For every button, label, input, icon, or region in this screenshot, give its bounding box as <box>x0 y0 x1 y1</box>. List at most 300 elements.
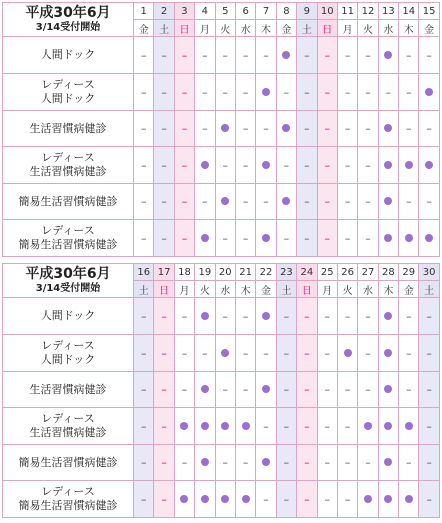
unavailable-dash: – <box>140 48 147 62</box>
slot-unavailable <box>256 408 276 445</box>
available-dot-icon <box>282 51 290 59</box>
course-name <box>3 111 134 147</box>
slot-unavailable <box>195 111 215 147</box>
slot-available[interactable] <box>378 184 398 220</box>
slot-unavailable <box>134 184 154 220</box>
slot-unavailable <box>358 111 378 147</box>
reception-start: 3/14受付開始 <box>35 22 101 33</box>
unavailable-dash: – <box>324 346 330 360</box>
unavailable-dash: – <box>365 158 371 172</box>
day-number: 30 <box>419 264 439 281</box>
slot-unavailable <box>235 111 255 147</box>
slot-unavailable <box>276 298 296 335</box>
slot-unavailable <box>134 335 154 372</box>
slot-unavailable <box>154 220 174 257</box>
unavailable-dash: – <box>242 48 249 62</box>
course-row <box>3 220 440 257</box>
unavailable-dash: – <box>161 158 167 172</box>
slot-available[interactable] <box>276 184 296 220</box>
slot-unavailable <box>297 184 317 220</box>
course-name <box>3 372 134 408</box>
slot-unavailable <box>235 37 255 74</box>
slot-available[interactable] <box>195 445 215 481</box>
unavailable-dash: – <box>324 492 330 506</box>
slot-unavailable <box>419 335 439 372</box>
unavailable-dash: – <box>324 309 330 323</box>
slot-unavailable <box>399 74 419 111</box>
unavailable-dash: – <box>140 195 147 208</box>
unavailable-dash: – <box>344 158 351 172</box>
slot-available[interactable] <box>399 220 419 257</box>
slot-unavailable <box>297 481 317 518</box>
unavailable-dash: – <box>344 383 351 396</box>
course-name-line: 人間ドック <box>40 48 96 61</box>
slot-unavailable <box>174 184 194 220</box>
slot-available[interactable] <box>358 481 378 518</box>
slot-available[interactable] <box>256 74 276 111</box>
slot-unavailable <box>358 298 378 335</box>
available-dot-icon <box>221 349 229 357</box>
slot-unavailable <box>235 335 255 372</box>
slot-unavailable <box>276 220 296 257</box>
day-number: 17 <box>154 264 174 281</box>
slot-unavailable <box>337 147 357 184</box>
slot-available[interactable] <box>256 298 276 335</box>
slot-unavailable <box>419 184 439 220</box>
slot-unavailable <box>337 184 357 220</box>
unavailable-dash: – <box>344 309 351 323</box>
slot-unavailable <box>235 220 255 257</box>
unavailable-dash: – <box>140 158 147 172</box>
course-name <box>3 481 134 518</box>
slot-available[interactable] <box>215 184 235 220</box>
slot-unavailable <box>215 147 235 184</box>
slot-unavailable <box>154 372 174 408</box>
slot-available[interactable] <box>276 111 296 147</box>
course-row <box>3 184 440 220</box>
unavailable-dash: – <box>324 122 330 135</box>
slot-available[interactable] <box>378 408 398 445</box>
slot-unavailable <box>378 74 398 111</box>
unavailable-dash: – <box>242 383 249 396</box>
unavailable-dash: – <box>283 456 290 469</box>
slot-unavailable <box>154 37 174 74</box>
slot-available[interactable] <box>256 372 276 408</box>
unavailable-dash: – <box>263 419 269 433</box>
available-dot-icon <box>262 312 270 320</box>
course-row <box>3 481 440 518</box>
day-number: 24 <box>297 264 317 281</box>
available-dot-icon <box>364 495 372 503</box>
slot-unavailable <box>297 335 317 372</box>
available-dot-icon <box>384 385 392 393</box>
course-row <box>3 445 440 481</box>
slot-unavailable <box>317 335 337 372</box>
slot-available[interactable] <box>378 220 398 257</box>
day-number: 20 <box>215 264 235 281</box>
unavailable-dash: – <box>242 231 249 245</box>
slot-unavailable <box>399 372 419 408</box>
unavailable-dash: – <box>222 85 228 99</box>
unavailable-dash: – <box>263 122 269 135</box>
slot-available[interactable] <box>419 147 439 184</box>
available-dot-icon <box>384 458 392 466</box>
month-header <box>3 264 134 298</box>
slot-unavailable <box>276 408 296 445</box>
course-name-line: 生活習慣病健診 <box>29 165 107 178</box>
unavailable-dash: – <box>365 48 371 62</box>
slot-unavailable <box>215 445 235 481</box>
slot-unavailable <box>419 298 439 335</box>
unavailable-dash: – <box>181 48 188 62</box>
course-row <box>3 298 440 335</box>
unavailable-dash: – <box>365 85 371 99</box>
slot-unavailable <box>276 445 296 481</box>
course-row <box>3 37 440 74</box>
course-name-line: レディース <box>41 412 95 425</box>
slot-unavailable <box>154 147 174 184</box>
slot-unavailable <box>215 220 235 257</box>
available-dot-icon <box>384 495 392 503</box>
slot-unavailable <box>276 335 296 372</box>
slot-available[interactable] <box>378 335 398 372</box>
available-dot-icon <box>282 124 290 132</box>
day-number: 16 <box>134 264 154 281</box>
day-number: 22 <box>256 264 276 281</box>
slot-unavailable <box>399 111 419 147</box>
unavailable-dash: – <box>344 85 351 99</box>
unavailable-dash: – <box>181 383 188 396</box>
slot-unavailable <box>174 37 194 74</box>
unavailable-dash: – <box>181 122 188 135</box>
day-of-week: 木 <box>256 20 276 37</box>
slot-unavailable <box>358 372 378 408</box>
available-dot-icon <box>201 385 209 393</box>
unavailable-dash: – <box>304 231 310 245</box>
slot-available[interactable] <box>195 220 215 257</box>
unavailable-dash: – <box>242 456 249 469</box>
unavailable-dash: – <box>283 492 290 506</box>
slot-available[interactable] <box>378 298 398 335</box>
slot-unavailable <box>419 372 439 408</box>
slot-available[interactable] <box>337 335 357 372</box>
slot-unavailable <box>337 298 357 335</box>
unavailable-dash: – <box>202 48 208 62</box>
day-of-week: 火 <box>195 281 215 298</box>
available-dot-icon <box>425 234 433 242</box>
unavailable-dash: – <box>263 346 269 360</box>
slot-available[interactable] <box>195 147 215 184</box>
unavailable-dash: – <box>202 195 208 208</box>
slot-available[interactable] <box>378 481 398 518</box>
slot-available[interactable] <box>419 74 439 111</box>
available-dot-icon <box>384 234 392 242</box>
unavailable-dash: – <box>344 492 351 506</box>
slot-unavailable <box>134 37 154 74</box>
day-number: 15 <box>419 3 439 20</box>
unavailable-dash: – <box>426 492 432 506</box>
slot-available[interactable] <box>378 445 398 481</box>
course-name-line: レディース <box>41 151 95 164</box>
slot-unavailable <box>297 298 317 335</box>
course-name-line: レディース <box>41 224 95 237</box>
course-name <box>3 445 134 481</box>
slot-available[interactable] <box>358 408 378 445</box>
available-dot-icon <box>405 161 413 169</box>
available-dot-icon <box>384 124 392 132</box>
day-of-week: 土 <box>419 281 439 298</box>
unavailable-dash: – <box>344 231 351 245</box>
course-name <box>3 74 134 111</box>
unavailable-dash: – <box>283 85 290 99</box>
slot-unavailable <box>235 372 255 408</box>
slot-available[interactable] <box>195 298 215 335</box>
slot-available[interactable] <box>235 408 255 445</box>
slot-unavailable <box>358 147 378 184</box>
day-of-week: 水 <box>358 281 378 298</box>
available-dot-icon <box>201 161 209 169</box>
slot-unavailable <box>174 111 194 147</box>
slot-unavailable <box>174 298 194 335</box>
day-number: 4 <box>195 3 215 20</box>
unavailable-dash: – <box>140 419 147 433</box>
slot-unavailable <box>419 481 439 518</box>
unavailable-dash: – <box>344 419 351 433</box>
unavailable-dash: – <box>181 456 188 469</box>
slot-unavailable <box>419 37 439 74</box>
slot-unavailable <box>154 184 174 220</box>
day-of-week: 日 <box>297 281 317 298</box>
course-row <box>3 372 440 408</box>
slot-unavailable <box>134 408 154 445</box>
slot-available[interactable] <box>215 111 235 147</box>
unavailable-dash: – <box>406 48 412 62</box>
unavailable-dash: – <box>426 122 432 135</box>
slot-available[interactable] <box>399 481 419 518</box>
unavailable-dash: – <box>304 456 310 469</box>
unavailable-dash: – <box>426 346 432 360</box>
available-dot-icon <box>405 495 413 503</box>
slot-unavailable <box>154 298 174 335</box>
available-dot-icon <box>425 88 433 96</box>
available-dot-icon <box>221 124 229 132</box>
unavailable-dash: – <box>324 383 330 396</box>
unavailable-dash: – <box>283 158 290 172</box>
unavailable-dash: – <box>324 231 330 245</box>
day-of-week: 土 <box>154 20 174 37</box>
course-name-line: 簡易生活習慣病健診 <box>18 499 118 512</box>
unavailable-dash: – <box>161 383 167 396</box>
available-dot-icon <box>201 422 209 430</box>
slot-unavailable <box>174 335 194 372</box>
day-of-week: 木 <box>399 20 419 37</box>
slot-available[interactable] <box>195 408 215 445</box>
available-dot-icon <box>242 422 250 430</box>
slot-available[interactable] <box>399 147 419 184</box>
available-dot-icon <box>384 312 392 320</box>
unavailable-dash: – <box>324 158 330 172</box>
slot-unavailable <box>134 481 154 518</box>
course-name-line: 人間ドック <box>40 92 96 105</box>
slot-unavailable <box>337 74 357 111</box>
slot-unavailable <box>337 372 357 408</box>
day-number: 25 <box>317 264 337 281</box>
slot-available[interactable] <box>174 408 194 445</box>
unavailable-dash: – <box>202 346 208 360</box>
unavailable-dash: – <box>222 231 228 245</box>
unavailable-dash: – <box>181 158 188 172</box>
unavailable-dash: – <box>222 456 228 469</box>
course-row <box>3 335 440 372</box>
day-of-week: 日 <box>317 20 337 37</box>
slot-unavailable <box>358 445 378 481</box>
course-row <box>3 147 440 184</box>
slot-unavailable <box>297 111 317 147</box>
unavailable-dash: – <box>140 346 147 360</box>
unavailable-dash: – <box>304 85 310 99</box>
slot-unavailable <box>297 408 317 445</box>
slot-unavailable <box>154 445 174 481</box>
slot-unavailable <box>154 408 174 445</box>
slot-unavailable <box>337 445 357 481</box>
slot-available[interactable] <box>195 372 215 408</box>
course-name <box>3 147 134 184</box>
unavailable-dash: – <box>406 346 412 360</box>
unavailable-dash: – <box>202 85 208 99</box>
day-of-week: 火 <box>358 20 378 37</box>
slot-unavailable <box>399 298 419 335</box>
day-number: 5 <box>215 3 235 20</box>
unavailable-dash: – <box>181 195 188 208</box>
day-number: 6 <box>235 3 255 20</box>
month-title: 平成30年6月 <box>25 5 111 21</box>
available-dot-icon <box>405 234 413 242</box>
day-number: 26 <box>337 264 357 281</box>
slot-available[interactable] <box>215 335 235 372</box>
slot-available[interactable] <box>174 481 194 518</box>
day-of-week: 土 <box>134 281 154 298</box>
course-name-line: 生活習慣病健診 <box>29 426 107 439</box>
course-row <box>3 408 440 445</box>
available-dot-icon <box>201 312 209 320</box>
day-number: 21 <box>235 264 255 281</box>
slot-unavailable <box>235 147 255 184</box>
day-of-week: 土 <box>276 281 296 298</box>
available-dot-icon <box>384 161 392 169</box>
available-dot-icon <box>262 161 270 169</box>
unavailable-dash: – <box>304 309 310 323</box>
slot-unavailable <box>337 408 357 445</box>
slot-available[interactable] <box>215 408 235 445</box>
slot-unavailable <box>276 74 296 111</box>
unavailable-dash: – <box>406 456 412 469</box>
slot-available[interactable] <box>215 481 235 518</box>
course-name <box>3 220 134 257</box>
unavailable-dash: – <box>426 309 432 323</box>
slot-available[interactable] <box>399 408 419 445</box>
day-of-week: 水 <box>378 20 398 37</box>
available-dot-icon <box>384 349 392 357</box>
slot-available[interactable] <box>256 147 276 184</box>
slot-unavailable <box>297 220 317 257</box>
unavailable-dash: – <box>406 309 412 323</box>
available-dot-icon <box>180 422 188 430</box>
course-name-line: 生活習慣病健診 <box>29 121 107 135</box>
unavailable-dash: – <box>242 158 249 172</box>
day-of-week: 火 <box>215 20 235 37</box>
slot-available[interactable] <box>378 111 398 147</box>
slot-unavailable <box>256 481 276 518</box>
day-number: 9 <box>297 3 317 20</box>
slot-available[interactable] <box>235 481 255 518</box>
schedule-table-1 <box>2 2 440 257</box>
schedule-table-2 <box>2 263 440 518</box>
slot-unavailable <box>317 445 337 481</box>
slot-unavailable <box>235 298 255 335</box>
slot-unavailable <box>317 220 337 257</box>
slot-unavailable <box>358 335 378 372</box>
slot-available[interactable] <box>195 481 215 518</box>
unavailable-dash: – <box>365 456 371 469</box>
unavailable-dash: – <box>324 419 330 433</box>
unavailable-dash: – <box>161 48 167 62</box>
unavailable-dash: – <box>406 122 412 135</box>
slot-unavailable <box>317 372 337 408</box>
unavailable-dash: – <box>304 383 310 396</box>
slot-unavailable <box>399 184 419 220</box>
slot-available[interactable] <box>276 37 296 74</box>
available-dot-icon <box>221 197 229 205</box>
slot-unavailable <box>174 220 194 257</box>
slot-available[interactable] <box>378 147 398 184</box>
slot-unavailable <box>195 335 215 372</box>
unavailable-dash: – <box>140 309 147 323</box>
unavailable-dash: – <box>324 85 330 99</box>
slot-available[interactable] <box>378 372 398 408</box>
slot-unavailable <box>297 445 317 481</box>
day-number: 19 <box>195 264 215 281</box>
slot-available[interactable] <box>378 37 398 74</box>
unavailable-dash: – <box>406 85 412 99</box>
unavailable-dash: – <box>426 419 432 433</box>
slot-unavailable <box>134 74 154 111</box>
day-of-week: 月 <box>174 281 194 298</box>
slot-unavailable <box>399 335 419 372</box>
slot-unavailable <box>297 74 317 111</box>
available-dot-icon <box>262 385 270 393</box>
day-number: 23 <box>276 264 296 281</box>
slot-available[interactable] <box>419 220 439 257</box>
slot-unavailable <box>174 74 194 111</box>
unavailable-dash: – <box>304 158 310 172</box>
slot-unavailable <box>215 37 235 74</box>
slot-unavailable <box>235 184 255 220</box>
unavailable-dash: – <box>140 122 147 135</box>
unavailable-dash: – <box>365 231 371 245</box>
unavailable-dash: – <box>283 419 290 433</box>
day-number: 27 <box>358 264 378 281</box>
day-of-week: 金 <box>134 20 154 37</box>
unavailable-dash: – <box>140 492 147 506</box>
slot-available[interactable] <box>256 220 276 257</box>
unavailable-dash: – <box>344 195 351 208</box>
slot-unavailable <box>276 372 296 408</box>
available-dot-icon <box>425 161 433 169</box>
slot-available[interactable] <box>256 445 276 481</box>
unavailable-dash: – <box>222 158 228 172</box>
day-of-week: 日 <box>154 281 174 298</box>
day-number: 10 <box>317 3 337 20</box>
